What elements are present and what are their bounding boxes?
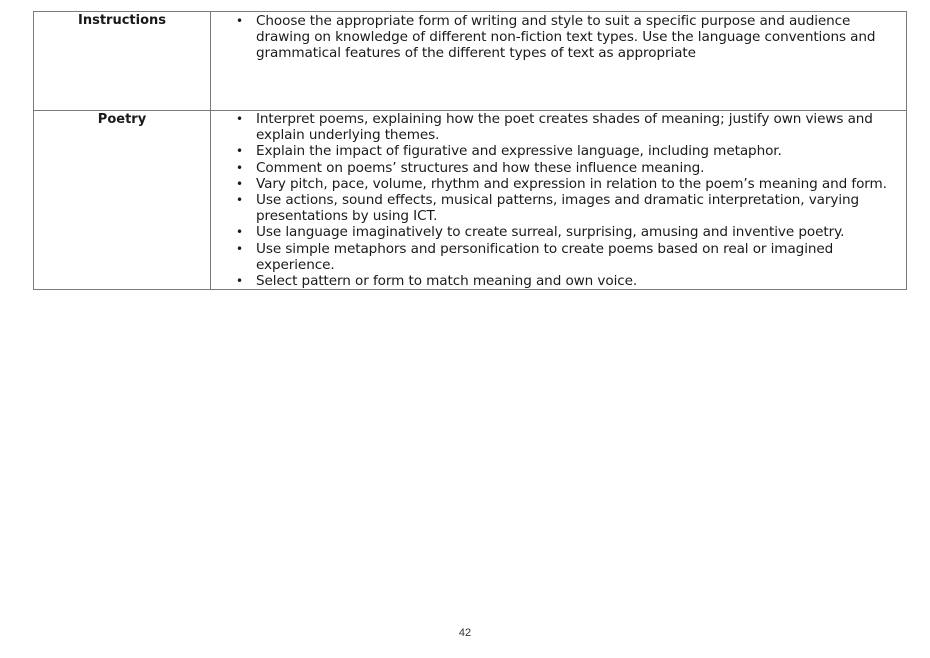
list-item: • Explain the impact of figurative and expressive language, including metaphor. [236,143,782,160]
row-label-instructions: Instructions [34,12,211,111]
bullet-icon: • [236,144,243,159]
bullet-icon: • [236,225,243,240]
bullet-icon: • [236,176,243,191]
row-content-instructions [211,12,907,111]
bullet-icon: • [236,241,243,256]
list-item: • Use simple metaphors and personification to create poems based on real or imagined experience. [236,240,834,273]
objectives-list [211,12,906,62]
list-item: • Choose the appropriate form of writing and style to suit a specific purpose and audience drawing on knowledge of different non-fiction text types. Use the language conventions and grammatical features of the different types of text as appropriate [236,13,876,62]
table-row-instructions [34,12,907,111]
table-row-poetry [34,111,907,290]
bullet-icon: • [236,14,243,28]
list-item: • Select pattern or form to match meaning and own voice. [236,273,638,290]
row-label-poetry: Poetry [34,111,211,290]
list-item: • Comment on poems’ structures and how these influence meaning. [236,159,705,176]
row-content-poetry [211,111,907,290]
bullet-icon: • [236,274,243,289]
bullet-icon: • [236,160,243,175]
list-item: • Interpret poems, explaining how the poet creates shades of meaning; justify own views and explain underlying themes. [236,111,873,144]
list-item: • Use language imaginatively to create surreal, surprising, amusing and inventive poetry. [236,224,845,241]
bullet-icon: • [236,112,243,126]
list-item: • Vary pitch, pace, volume, rhythm and expression in relation to the poem’s meaning and form. [236,175,887,192]
bullet-icon: • [236,193,243,208]
objectives-list [211,111,906,289]
page-number: 42 [458,627,472,639]
curriculum-table [33,11,907,290]
list-item: • Use actions, sound effects, musical patterns, images and dramatic interpretation, varying presentations by using ICT. [236,192,860,225]
